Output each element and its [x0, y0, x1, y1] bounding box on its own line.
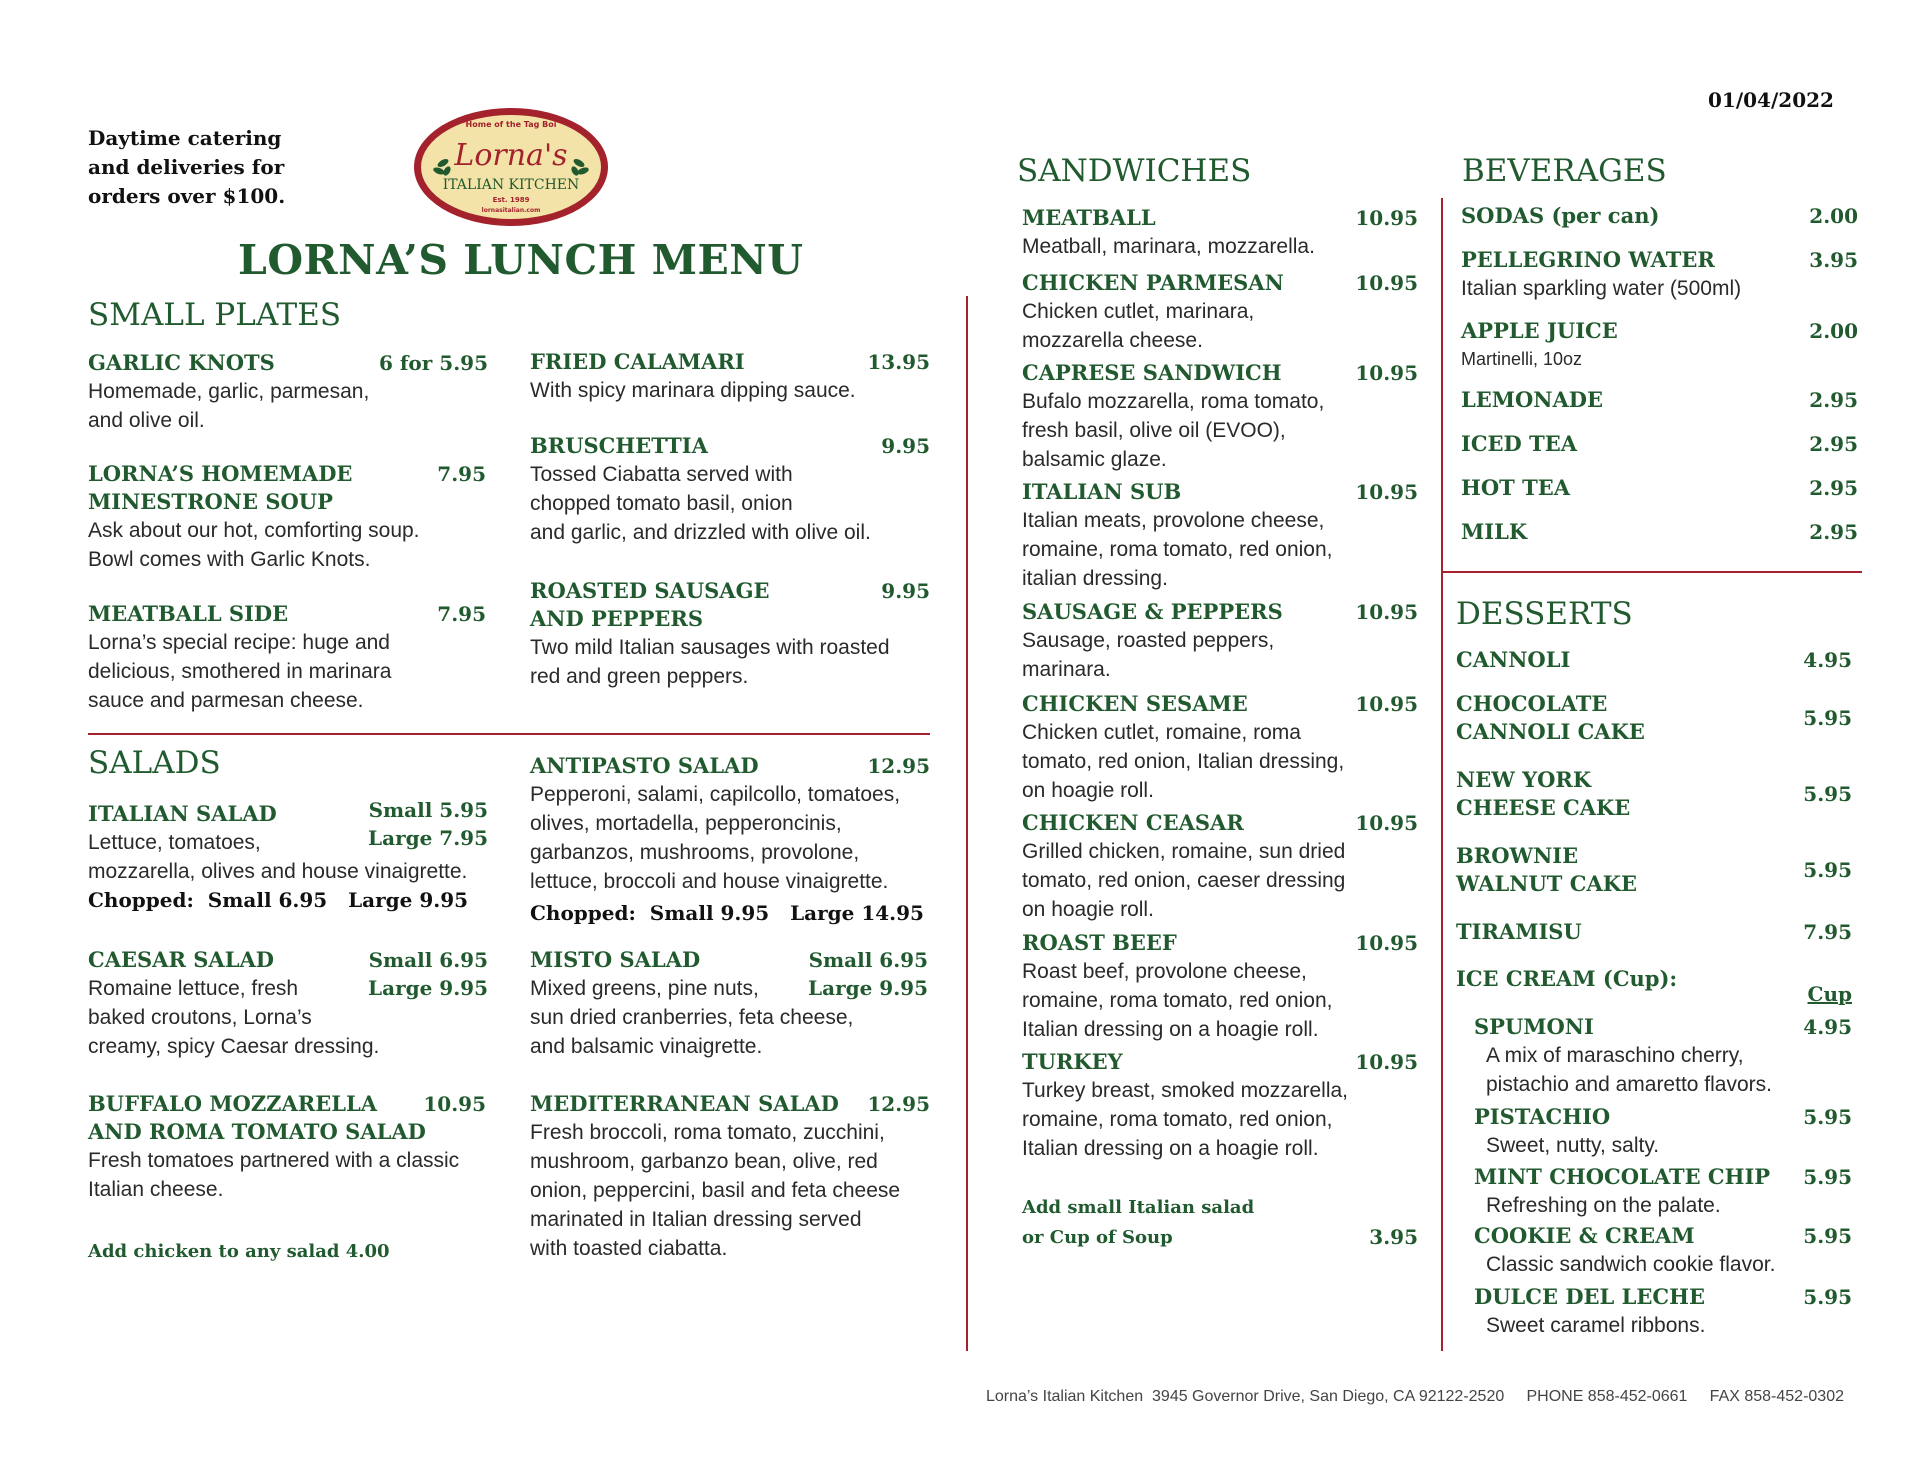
add-chicken-note: Add chicken to any salad 4.00: [88, 1241, 390, 1262]
item-name: SODAS (per can): [1461, 203, 1660, 228]
dessert-item: [1456, 918, 1852, 946]
item-desc: Martinelli, 10oz: [1461, 349, 1583, 369]
item-price: 10.95: [1355, 271, 1418, 295]
item-price: 2.95: [1809, 388, 1858, 412]
menu-item: [530, 946, 930, 1061]
sandwich-item: [1022, 204, 1418, 261]
item-name: CHICKEN SESAME: [1022, 691, 1248, 716]
item-name: ROAST BEEF: [1022, 930, 1177, 955]
item-price: Small 6.95 Large 9.95: [808, 948, 928, 1000]
item-price: 5.95: [1803, 1165, 1852, 1189]
salads-heading: SALADS: [88, 745, 221, 781]
item-desc: Sausage, roasted peppers, marinara.: [1022, 629, 1275, 681]
item-name: BROWNIE WALNUT CAKE: [1456, 843, 1638, 896]
item-desc: Mixed greens, pine nuts, sun dried cranberries, feta cheese, and balsamic vinaigrette.: [530, 977, 854, 1058]
item-desc: With spicy marinara dipping sauce.: [530, 379, 856, 402]
ice-cream-item: [1474, 1163, 1852, 1220]
item-name: FRIED CALAMARI: [530, 349, 745, 374]
item-name: GARLIC KNOTS: [88, 350, 275, 375]
sandwich-item: [1022, 598, 1418, 684]
item-name: ICED TEA: [1461, 431, 1577, 456]
beverage-item: [1461, 202, 1858, 230]
item-name: BRUSCHETTIA: [530, 433, 708, 458]
item-price: 5.95: [1803, 1224, 1852, 1248]
item-name: NEW YORK CHEESE CAKE: [1456, 767, 1631, 820]
item-desc: Fresh tomatoes partnered with a classic Italian cheese.: [88, 1149, 460, 1201]
item-name: ANTIPASTO SALAD: [530, 753, 759, 778]
menu-item: [530, 1090, 930, 1263]
column-divider: [966, 296, 968, 1351]
section-divider: [1443, 571, 1862, 573]
item-price: 5.95: [1803, 1285, 1852, 1309]
item-desc: Lettuce, tomatoes, mozzarella, olives and house vinaigrette.: [88, 831, 468, 883]
item-name: MEATBALL SIDE: [88, 601, 289, 626]
item-desc: Roast beef, provolone cheese, romaine, roma tomato, red onion, Italian dressing on a hoagie roll.: [1022, 960, 1333, 1041]
item-price: Small 6.95 Large 9.95: [368, 948, 488, 1000]
menu-item: [530, 348, 930, 405]
item-price: 10.95: [1355, 600, 1418, 624]
item-desc: Ask about our hot, comforting soup. Bowl comes with Garlic Knots.: [88, 519, 420, 571]
item-price: 12.95: [867, 754, 930, 778]
item-price: 12.95: [867, 1092, 930, 1116]
item-desc: Italian sparkling water (500ml): [1461, 277, 1742, 300]
sandwich-item: [1022, 1048, 1418, 1163]
dessert-item: [1456, 690, 1852, 746]
item-name: PISTACHIO: [1474, 1104, 1611, 1129]
chopped-prices: Chopped: Small 9.95 Large 14.95: [530, 901, 924, 925]
menu-item: [88, 600, 488, 715]
beverage-item: [1461, 430, 1858, 458]
item-name: TURKEY: [1022, 1049, 1123, 1074]
item-price: 4.95: [1803, 648, 1852, 672]
item-price: 10.95: [423, 1092, 486, 1116]
item-price: 2.95: [1809, 432, 1858, 456]
item-desc: Sweet, nutty, salty.: [1486, 1134, 1660, 1157]
menu-item: [88, 1090, 488, 1204]
logo-tagline: Home of the Tag Boi: [465, 120, 557, 129]
item-price: 10.95: [1355, 206, 1418, 230]
item-desc: Chicken cutlet, marinara, mozzarella cheese.: [1022, 300, 1255, 352]
item-price: 10.95: [1355, 480, 1418, 504]
ice-cream-item: [1474, 1222, 1852, 1279]
ice-cream-header: [1456, 965, 1852, 1006]
item-price: 9.95: [881, 579, 930, 603]
sandwiches-heading: SANDWICHES: [1017, 153, 1252, 189]
menu-item: [88, 349, 488, 435]
logo-est: Est. 1989: [492, 196, 530, 204]
item-price: Small 5.95 Large 7.95: [368, 798, 488, 850]
ice-cream-item: [1474, 1013, 1852, 1099]
beverage-item: [1461, 386, 1858, 414]
item-name: MEATBALL: [1022, 205, 1156, 230]
ice-cream-heading: ICE CREAM (Cup):: [1456, 966, 1678, 991]
beverages-heading: BEVERAGES: [1462, 153, 1667, 189]
beverage-item: [1461, 474, 1858, 502]
menu-date: 01/04/2022: [1708, 88, 1834, 112]
item-price: 10.95: [1355, 1050, 1418, 1074]
sandwich-item: [1022, 269, 1418, 355]
item-desc: Grilled chicken, romaine, sun dried tomato, red onion, caeser dressing on hoagie roll.: [1022, 840, 1346, 921]
item-price: 5.95: [1803, 706, 1852, 730]
desserts-heading: DESSERTS: [1456, 596, 1633, 632]
menu-item: [530, 752, 930, 928]
item-name: ITALIAN SUB: [1022, 479, 1182, 504]
item-name: APPLE JUICE: [1461, 318, 1618, 343]
item-price: 2.95: [1809, 476, 1858, 500]
logo-script: Lorna's: [454, 138, 568, 173]
sandwich-item: [1022, 478, 1418, 593]
sandwich-item: [1022, 809, 1418, 924]
item-desc: Chicken cutlet, romaine, roma tomato, red onion, Italian dressing, on hoagie roll.: [1022, 721, 1345, 802]
ice-cream-item: [1474, 1283, 1852, 1340]
beverage-item: [1461, 246, 1858, 303]
beverage-item: [1461, 317, 1858, 374]
menu-item: [530, 432, 930, 547]
menu-item: [88, 800, 488, 915]
item-price: 7.95: [437, 462, 486, 486]
logo-url: lornasitalian.com: [481, 207, 541, 214]
dessert-item: [1456, 842, 1852, 898]
menu-item: [88, 460, 488, 574]
item-desc: Two mild Italian sausages with roasted red and green peppers.: [530, 636, 890, 688]
item-price: 10.95: [1355, 692, 1418, 716]
add-salad-price: 3.95: [1369, 1225, 1418, 1249]
item-price: 5.95: [1803, 782, 1852, 806]
item-price: 2.00: [1809, 204, 1858, 228]
ice-cream-item: [1474, 1103, 1852, 1160]
item-name: DULCE DEL LECHE: [1474, 1284, 1705, 1309]
column-divider: [1441, 198, 1443, 1351]
item-price: 10.95: [1355, 931, 1418, 955]
item-name: LORNA’S HOMEMADE MINESTRONE SOUP: [88, 461, 353, 514]
item-name: MISTO SALAD: [530, 947, 701, 972]
add-salad-note: [1022, 1193, 1418, 1253]
item-name: SAUSAGE & PEPPERS: [1022, 599, 1283, 624]
menu-item: [530, 577, 930, 691]
add-salad-text: Add small Italian salad or Cup of Soup: [1022, 1197, 1255, 1248]
item-desc: Sweet caramel ribbons.: [1486, 1314, 1706, 1337]
item-price: 7.95: [1803, 920, 1852, 944]
item-name: HOT TEA: [1461, 475, 1570, 500]
sandwich-item: [1022, 359, 1418, 474]
chopped-prices: Chopped: Small 6.95 Large 9.95: [88, 888, 469, 912]
dessert-item: [1456, 766, 1852, 822]
item-name: CAPRESE SANDWICH: [1022, 360, 1282, 385]
item-desc: Romaine lettuce, fresh baked croutons, Lorna’s creamy, spicy Caesar dressing.: [88, 977, 380, 1058]
item-price: 2.00: [1809, 319, 1858, 343]
item-name: MINT CHOCOLATE CHIP: [1474, 1164, 1771, 1189]
item-name: ROASTED SAUSAGE AND PEPPERS: [530, 578, 770, 631]
menu-title: LORNA’S LUNCH MENU: [238, 236, 804, 284]
item-price: 10.95: [1355, 361, 1418, 385]
item-desc: Tossed Ciabatta served with chopped tomato basil, onion and garlic, and drizzled with olive oil.: [530, 463, 871, 544]
item-price: 10.95: [1355, 811, 1418, 835]
item-desc: Lorna’s special recipe: huge and delicious, smothered in marinara sauce and parmesan cheese.: [88, 631, 392, 712]
item-price: 5.95: [1803, 1105, 1852, 1129]
item-name: COOKIE & CREAM: [1474, 1223, 1695, 1248]
item-name: TIRAMISU: [1456, 919, 1582, 944]
item-name: MILK: [1461, 519, 1528, 544]
item-desc: Italian meats, provolone cheese, romaine, roma tomato, red onion, italian dressing.: [1022, 509, 1333, 590]
item-name: CHICKEN PARMESAN: [1022, 270, 1284, 295]
item-desc: Homemade, garlic, parmesan, and olive oil.: [88, 380, 370, 432]
item-desc: Meatball, marinara, mozzarella.: [1022, 235, 1315, 258]
item-desc: A mix of maraschino cherry, pistachio and amaretto flavors.: [1486, 1044, 1772, 1096]
item-price: 5.95: [1803, 858, 1852, 882]
lornas-logo: [411, 105, 611, 230]
menu-item: [88, 946, 488, 1061]
item-name: BUFFALO MOZZARELLA AND ROMA TOMATO SALAD: [88, 1091, 426, 1144]
cup-label: Cup: [1807, 982, 1852, 1006]
item-desc: Classic sandwich cookie flavor.: [1486, 1253, 1776, 1276]
catering-note: Daytime catering and deliveries for orders over $100.: [88, 126, 286, 208]
item-price: 6 for 5.95: [378, 351, 488, 375]
item-price: 2.95: [1809, 520, 1858, 544]
item-desc: Bufalo mozzarella, roma tomato, fresh basil, olive oil (EVOO), balsamic glaze.: [1022, 390, 1325, 471]
item-desc: Refreshing on the palate.: [1486, 1194, 1721, 1217]
footer-address: Lorna’s Italian Kitchen 3945 Governor Drive, San Diego, CA 92122-2520 PHONE 858-452-0661 FAX 858-452-0302: [985, 1388, 1844, 1405]
item-name: CHICKEN CEASAR: [1022, 810, 1244, 835]
item-name: LEMONADE: [1461, 387, 1604, 412]
logo-name: ITALIAN KITCHEN: [442, 177, 580, 193]
item-name: PELLEGRINO WATER: [1461, 247, 1715, 272]
item-name: ITALIAN SALAD: [88, 801, 277, 826]
item-name: CANNOLI: [1456, 647, 1571, 672]
dessert-item: [1456, 646, 1852, 674]
item-name: SPUMONI: [1474, 1014, 1594, 1039]
item-name: MEDITERRANEAN SALAD: [530, 1091, 839, 1116]
item-price: 4.95: [1803, 1015, 1852, 1039]
section-divider: [88, 733, 930, 735]
item-price: 3.95: [1809, 248, 1858, 272]
item-name: CAESAR SALAD: [88, 947, 274, 972]
item-price: 9.95: [881, 434, 930, 458]
item-price: 13.95: [867, 350, 930, 374]
item-name: CHOCOLATE CANNOLI CAKE: [1456, 691, 1645, 744]
small-plates-heading: SMALL PLATES: [88, 297, 342, 333]
sandwich-item: [1022, 929, 1418, 1044]
beverage-item: [1461, 518, 1858, 546]
item-desc: Pepperoni, salami, capilcollo, tomatoes, olives, mortadella, pepperoncinis, garbanzos, mushrooms, provolone, lettuce, broccoli and house vinaigrette.: [530, 783, 901, 893]
sandwich-item: [1022, 690, 1418, 805]
item-price: 7.95: [437, 602, 486, 626]
item-desc: Fresh broccoli, roma tomato, zucchini, mushroom, garbanzo bean, olive, red onion, peppercini, basil and feta cheese marinated in Italian dressing served with toasted ciabatta.: [530, 1121, 901, 1260]
item-desc: Turkey breast, smoked mozzarella, romaine, roma tomato, red onion, Italian dressing on a hoagie roll.: [1022, 1079, 1349, 1160]
